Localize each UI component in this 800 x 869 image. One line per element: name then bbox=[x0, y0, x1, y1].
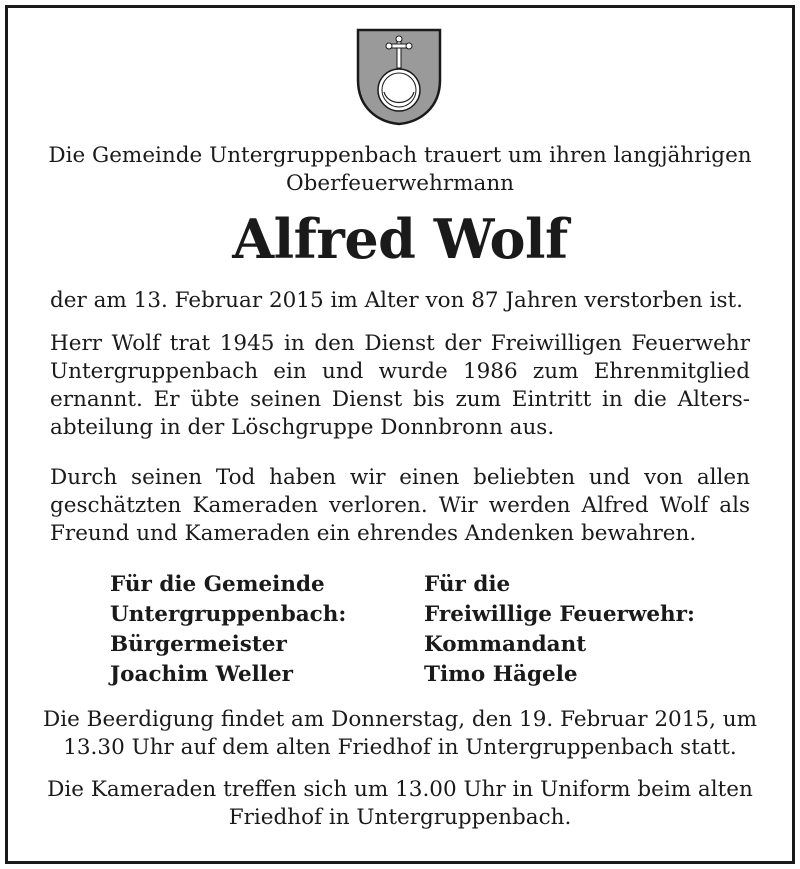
signature-line: Bürgermeister bbox=[110, 632, 287, 657]
paragraph-tribute: Durch seinen Tod haben wir einen beliebten und von allen geschätzten Kameraden verloren. Wir werden Alfred Wolf als Freund und Kameraden ein ehrendes Andenken bewahren. bbox=[50, 465, 750, 546]
orb-with-cross-crest-icon bbox=[356, 28, 442, 126]
signature-line: Joachim Weller bbox=[110, 662, 293, 687]
signature-line: Timo Hägele bbox=[424, 662, 578, 687]
deceased-name: Alfred Wolf bbox=[232, 207, 568, 271]
funeral-line-1: Die Beerdigung findet am Donnerstag, den 19. Februar 2015, um bbox=[43, 707, 757, 732]
funeral-info bbox=[40, 706, 760, 762]
paragraph-service: Herr Wolf trat 1945 in den Dienst der Freiwilligen Feuerwehr Untergruppenbach ein und wurde 1986 zum Ehrenmitglied ernannt. Er übte seinen Dienst bis zum Eintritt in die Alters-abteilung in der Löschgruppe Donnbronn aus. bbox=[50, 331, 750, 440]
meeting-line-1: Die Kameraden treffen sich um 13.00 Uhr in Uniform beim alten bbox=[47, 777, 753, 802]
meeting-line-2: Friedhof in Untergruppenbach. bbox=[228, 805, 572, 830]
signature-municipality bbox=[110, 570, 346, 690]
signature-line: Kommandant bbox=[424, 632, 587, 657]
meeting-info bbox=[40, 776, 760, 832]
intro-line-2: Oberfeuerwehrmann bbox=[285, 171, 515, 196]
signature-line: Untergruppenbach: bbox=[110, 602, 347, 627]
intro-line-1: Die Gemeinde Untergruppenbach trauert um ihren langjährigen bbox=[48, 143, 752, 168]
signature-line: Für die Gemeinde bbox=[110, 572, 325, 597]
signature-line: Für die bbox=[424, 572, 511, 597]
intro-text bbox=[40, 142, 760, 198]
paragraph-death-date: der am 13. Februar 2015 im Alter von 87 Jahren verstorben ist. bbox=[50, 288, 743, 313]
funeral-line-2: 13.30 Uhr auf dem alten Friedhof in Untergruppenbach statt. bbox=[63, 735, 737, 760]
signature-line: Freiwillige Feuerwehr: bbox=[424, 602, 695, 627]
signature-fire-brigade bbox=[424, 570, 695, 690]
